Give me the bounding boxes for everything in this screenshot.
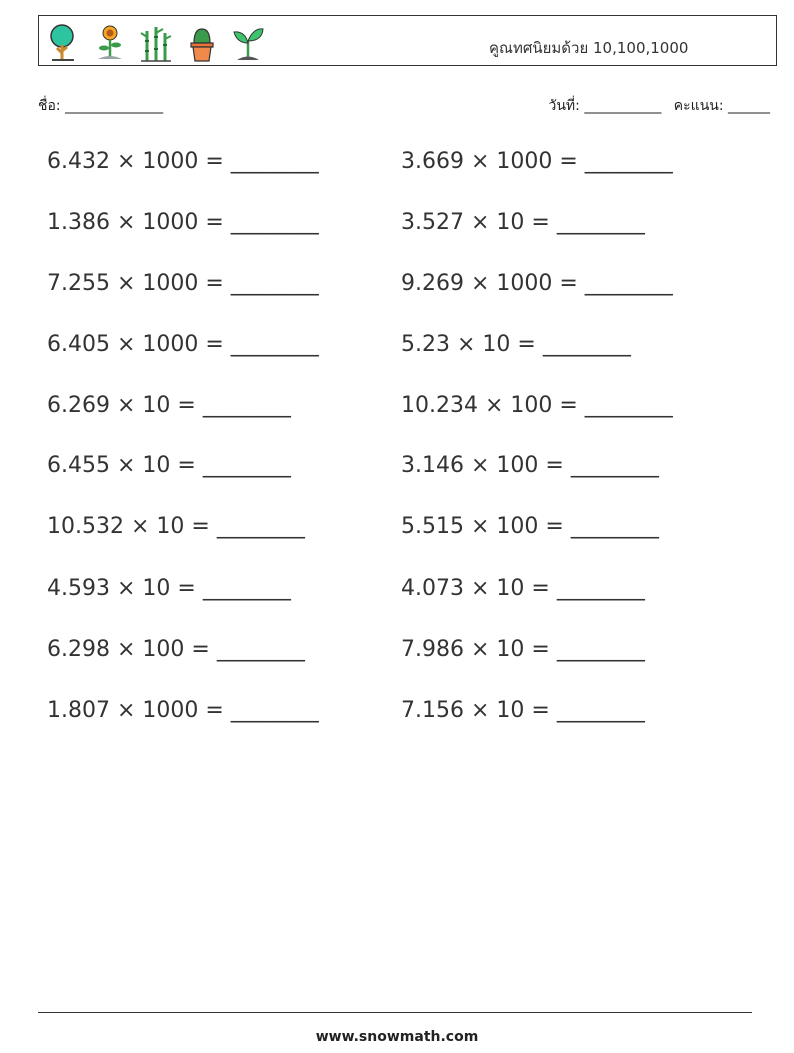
footer-divider xyxy=(38,1012,752,1013)
problem-6: 9.269 × 1000 = ________ xyxy=(401,271,673,296)
cactus-pot-icon xyxy=(185,23,219,63)
problem-11: 6.455 × 10 = ________ xyxy=(47,453,291,478)
problem-19: 1.807 × 1000 = ________ xyxy=(47,698,319,723)
date-score-fields xyxy=(541,95,771,117)
problem-1: 6.432 × 1000 = ________ xyxy=(47,149,319,174)
worksheet-title: คูณทศนิยมด้วย 10,100,1000 xyxy=(489,39,689,57)
problem-13: 10.532 × 10 = ________ xyxy=(47,514,305,539)
problem-17: 6.298 × 100 = ________ xyxy=(47,637,305,662)
icon-row xyxy=(47,21,265,63)
score-field: คะแนน: ______ xyxy=(673,98,770,114)
tree-icon xyxy=(47,23,81,63)
problem-5: 7.255 × 1000 = ________ xyxy=(47,271,319,296)
problem-15: 4.593 × 10 = ________ xyxy=(47,576,291,601)
problem-2: 3.669 × 1000 = ________ xyxy=(401,149,673,174)
problem-4: 3.527 × 10 = ________ xyxy=(401,210,645,235)
sprout-icon xyxy=(231,23,265,63)
problem-20: 7.156 × 10 = ________ xyxy=(401,698,645,723)
header-box xyxy=(38,15,777,66)
date-field: วันที่: ___________ xyxy=(548,98,662,114)
problem-9: 6.269 × 10 = ________ xyxy=(47,393,291,418)
problem-12: 3.146 × 100 = ________ xyxy=(401,453,659,478)
problem-16: 4.073 × 10 = ________ xyxy=(401,576,645,601)
problem-14: 5.515 × 100 = ________ xyxy=(401,514,659,539)
problem-8: 5.23 × 10 = ________ xyxy=(401,332,631,357)
problem-3: 1.386 × 1000 = ________ xyxy=(47,210,319,235)
problem-10: 10.234 × 100 = ________ xyxy=(401,393,673,418)
sunflower-icon xyxy=(93,23,127,63)
name-field: ชื่อ: ______________ xyxy=(38,98,164,114)
bamboo-icon xyxy=(139,23,173,63)
footer-website: www.snowmath.com xyxy=(315,1029,479,1045)
problem-7: 6.405 × 1000 = ________ xyxy=(47,332,319,357)
problem-18: 7.986 × 10 = ________ xyxy=(401,637,645,662)
